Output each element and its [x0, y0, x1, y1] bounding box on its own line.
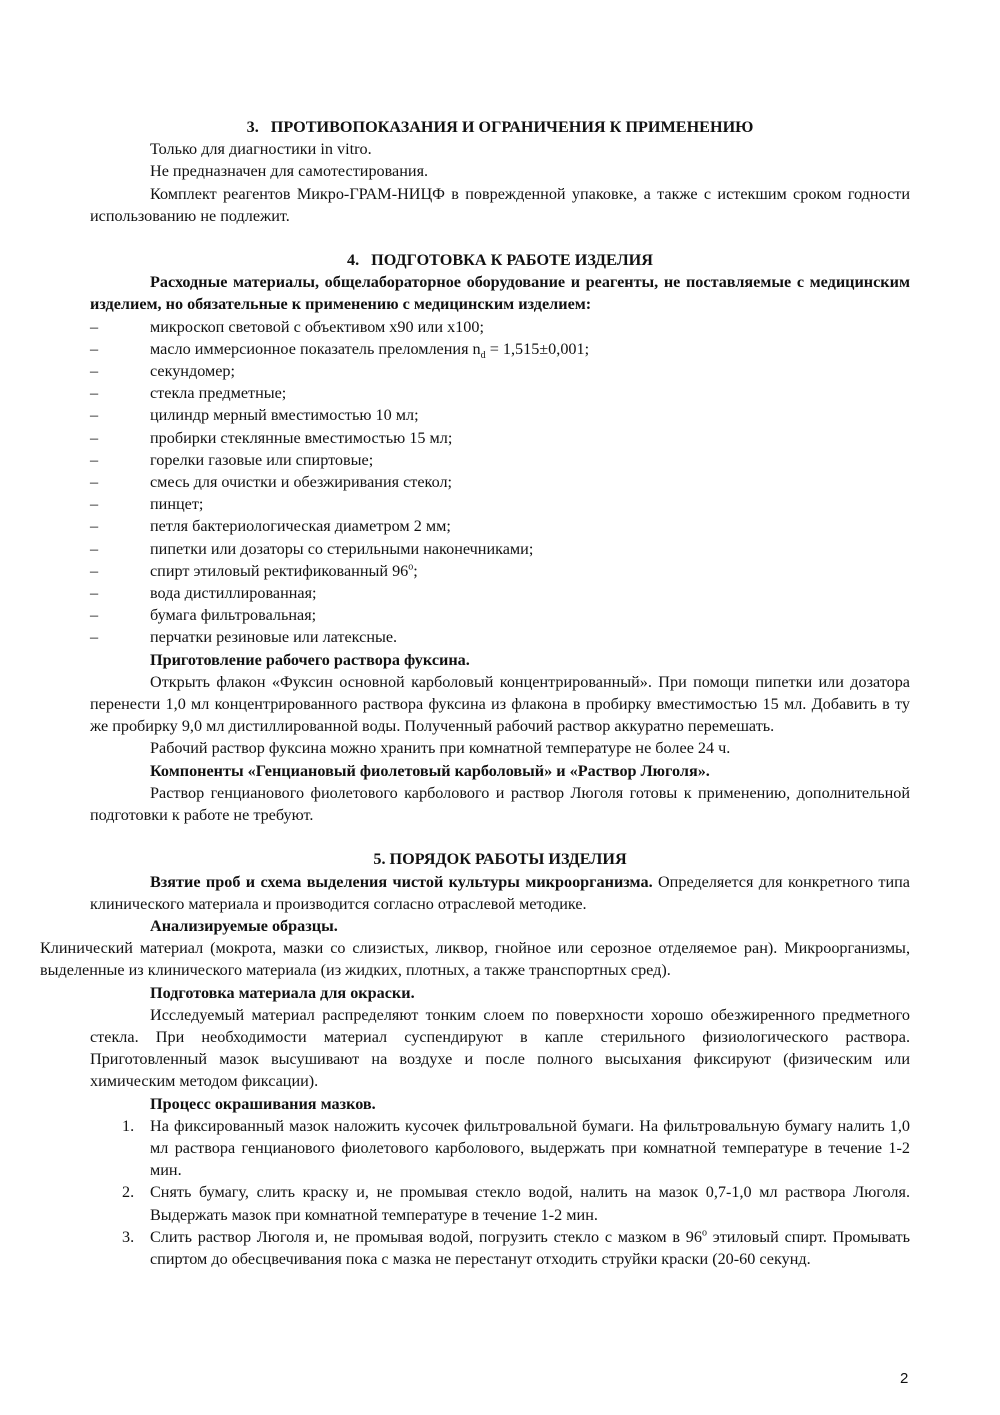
list-item: – стекла предметные;: [90, 384, 287, 403]
list-item: – микроскоп световой с объективом х90 или х100;: [90, 317, 484, 336]
prep-text: Исследуемый материал распределяют тонким слоем по поверхности хорошо обезжиренного предметного стекла. При необходимости материал суспендируют в капле стерильного физиологического раствора. Приготовленный мазок высушивают на воздухе и после полного высыхания фиксируют (физическим или химическим методом фиксации).: [90, 1005, 910, 1091]
components-heading: Компоненты «Генциановый фиолетовый карболовый» и «Раствор Люголя».: [150, 761, 710, 780]
list-item: – перчатки резиновые или латексные.: [90, 628, 398, 647]
materials-list: [90, 316, 910, 649]
list-item: – смесь для очистки и обезжиривания стекол;: [90, 473, 453, 492]
section-5-heading: 5. ПОРЯДОК РАБОТЫ ИЗДЕЛИЯ: [373, 850, 627, 869]
paragraph: Не предназначен для самотестирования.: [150, 162, 429, 181]
list-item: – петля бактериологическая диаметром 2 мм;: [90, 517, 451, 536]
paragraph: Только для диагностики in vitro.: [150, 140, 372, 159]
list-item: – масло иммерсионное показатель преломления $n_d = 1,515\pm 0,001$;: [90, 339, 590, 362]
paragraph: Комплект реагентов Микро-ГРАМ-НИЦФ в поврежденной упаковке, а также с истекшим сроком годности использованию не подлежит.: [90, 184, 910, 225]
sampling-paragraph: Взятие проб и схема выделения чистой культуры микроорганизма. Определяется для конкретного типа клинического материала и производится согласно отраслевой методике.: [90, 872, 910, 913]
samples-heading: Анализируемые образцы.: [150, 916, 338, 935]
samples-text: Клинический материал (мокрота, мазки со слизистых, ликвор, гнойное или серозное отделяемое ран). Микроорганизмы, выделенные из клинического материала (из жидких, плотных, а также транспортных сред).: [40, 939, 910, 980]
fuchsin-heading: Приготовление рабочего раствора фуксина.: [150, 650, 470, 669]
list-item: – пинцет;: [90, 495, 204, 514]
step-item: 3. Слить раствор Люголя и, не промывая водой, погрузить стекло с мазком в $96^о$ этиловый спирт. Промывать спиртом до обесцвечивания пока с мазка не перестанут отходить струйки краски (20-60 секунд.: [122, 1227, 910, 1268]
list-item: – бумага фильтровальная;: [90, 606, 317, 625]
list-item: – секундомер;: [90, 362, 235, 381]
list-item: – вода дистиллированная;: [90, 584, 317, 603]
step-item: 2. Снять бумагу, слить краску и, не промывая стекло водой, налить на мазок 0,7-1,0 мл раствора Люголя. Выдержать мазок при комнатной температуре в течение 1-2 мин.: [122, 1183, 910, 1224]
list-item: – горелки газовые или спиртовые;: [90, 450, 374, 469]
fuchsin-storage: Рабочий раствор фуксина можно хранить при комнатной температуре не более 24 ч.: [150, 739, 731, 758]
components-text: Раствор генцианового фиолетового карболового и раствор Люголя готовы к применению, дополнительной подготовки к работе не требуют.: [90, 783, 910, 825]
fuchsin-text: Открыть флакон «Фуксин основной карболовый концентрированный». При помощи пипетки или дозатора перенести 1,0 мл концентрированного раствора фуксина из флакона в пробирку вместимостью 15 мл. Добавить в ту же пробирку 9,0 мл дистиллированной воды. Полученный рабочий раствор аккуратно перемешать.: [90, 672, 910, 736]
section-4-heading: 4. ПОДГОТОВКА К РАБОТЕ ИЗДЕЛИЯ: [347, 251, 653, 270]
staining-steps: [90, 1115, 910, 1270]
document-page: [40, 116, 910, 1270]
materials-intro: Расходные материалы, общелабораторное оборудование и реагенты, не поставляемые с медицинским изделием, но обязательные к применению с медицинским изделием:: [90, 273, 910, 314]
section-3-heading: 3. ПРОТИВОПОКАЗАНИЯ И ОГРАНИЧЕНИЯ К ПРИМЕНЕНИЮ: [246, 118, 754, 136]
list-item: – цилиндр мерный вместимостью 10 мл;: [90, 406, 419, 425]
prep-heading: Подготовка материала для окраски.: [150, 983, 415, 1002]
list-item: – спирт этиловый ректификованный $96^о$;: [90, 561, 418, 580]
page-number: 2: [900, 1370, 909, 1387]
step-item: 1. На фиксированный мазок наложить кусочек фильтровальной бумаги. На фильтровальную бумагу налить 1,0 мл раствора генцианового фиолетового карболового, выдержать при комнатной температуре в течение 1-2 мин.: [122, 1116, 910, 1180]
list-item: – пипетки или дозаторы со стерильными наконечниками;: [90, 539, 534, 558]
list-item: – пробирки стеклянные вместимостью 15 мл;: [90, 428, 453, 447]
staining-heading: Процесс окрашивания мазков.: [150, 1094, 376, 1113]
